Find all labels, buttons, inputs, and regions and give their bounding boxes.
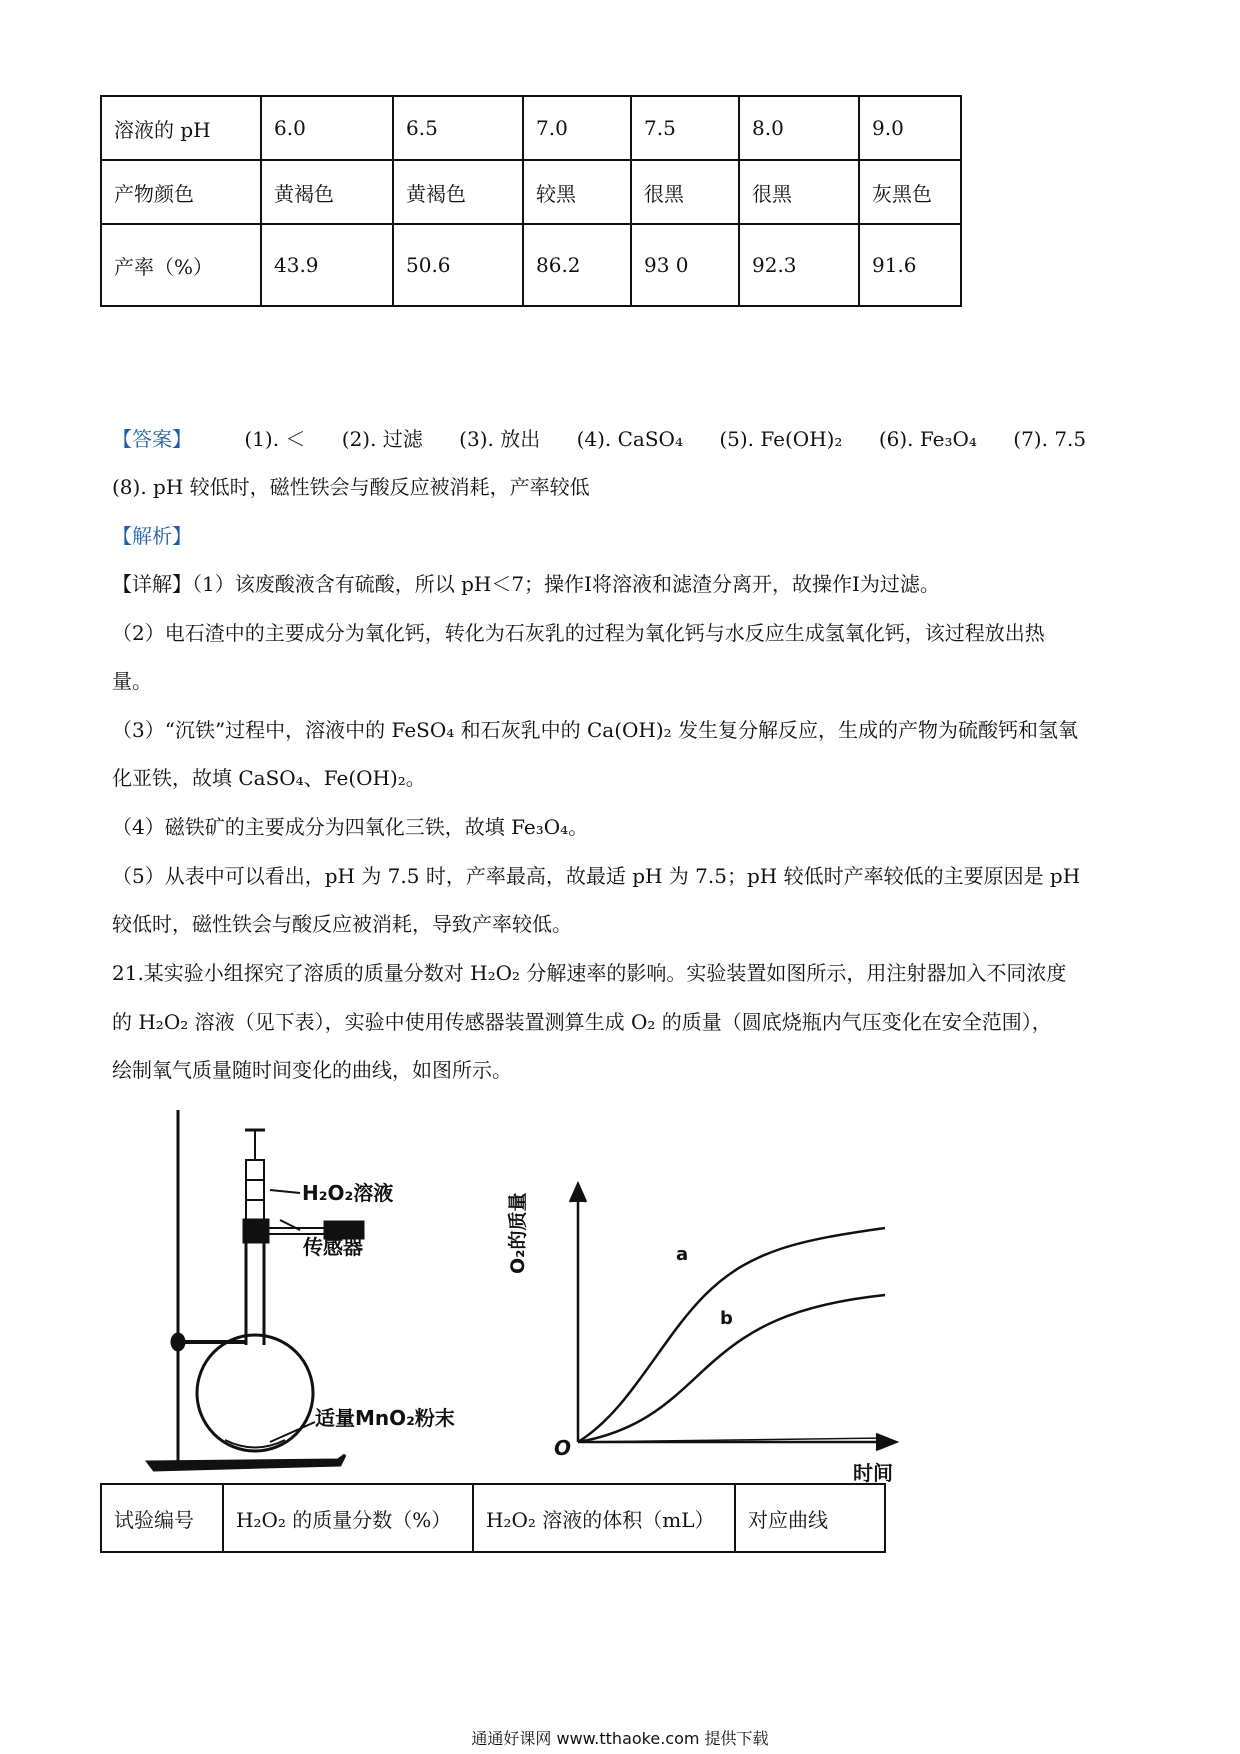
table-cell: 黄褐色: [393, 160, 523, 224]
table-row: [101, 96, 961, 160]
answer-item: (5). Fe(OH)₂: [719, 427, 843, 451]
powder-label: 适量MnO₂粉末: [315, 1406, 455, 1430]
origin-label: O: [554, 1436, 572, 1460]
detail-p2a: （2）电石渣中的主要成分为氧化钙，转化为石灰乳的过程为氧化钙与水反应生成氢氧化钙，该过程放出热: [112, 621, 1045, 645]
solution-label: H₂O₂溶液: [302, 1181, 394, 1205]
table-cell: 91.6: [859, 224, 961, 306]
table-cell: 较黑: [523, 160, 631, 224]
table-header: H₂O₂ 溶液的体积（mL）: [473, 1484, 735, 1552]
table-cell: 6.5: [393, 96, 523, 160]
detail-text: （1）该废酸液含有硫酸，所以 pH＜7；操作I将溶液和滤渣分离开，故操作I为过滤。: [192, 572, 940, 596]
answer-item: (3). 放出: [459, 427, 541, 451]
table-cell: 产率（%）: [101, 224, 261, 306]
detail-p5a: （5）从表中可以看出，pH 为 7.5 时，产率最高，故最适 pH 为 7.5；pH 较低时产率较低的主要原因是 pH: [112, 864, 1081, 888]
answer-item: (2). 过滤: [341, 427, 423, 451]
y-axis-arrow: [570, 1184, 586, 1202]
table-row: [101, 160, 961, 224]
oxygen-mass-graph: [507, 1180, 910, 1485]
answer-line: [112, 423, 1086, 452]
detail-p2b: 量。: [112, 669, 152, 693]
detail-p5b: 较低时，磁性铁会与酸反应被消耗，导致产率较低。: [112, 912, 572, 936]
sensor-label: 传感器: [303, 1235, 363, 1259]
table-header: H₂O₂ 的质量分数（%）: [223, 1484, 473, 1552]
answer-item: (1). ＜: [244, 427, 306, 451]
experiment-table: [100, 1483, 886, 1553]
table-header-row: [101, 1484, 885, 1552]
table-cell: 7.5: [631, 96, 739, 160]
page-footer: 通通好课网 www.tthaoke.com 提供下载: [471, 1729, 769, 1748]
answer-tag: 【答案】: [112, 427, 192, 451]
x-axis-label: 时间: [853, 1461, 893, 1485]
detail-p1: [112, 568, 940, 597]
detail-tag: 【详解】: [112, 572, 192, 596]
answer-item: (4). CaSO₄: [576, 427, 683, 451]
answer-item-8: (8). pH 较低时，磁性铁会与酸反应被消耗，产率较低: [112, 475, 590, 499]
table-cell: 43.9: [261, 224, 393, 306]
y-axis-label: O₂的质量: [507, 1192, 529, 1274]
ph-yield-table: [100, 95, 962, 307]
round-bottom-flask: [197, 1335, 313, 1451]
table-cell: 很黑: [631, 160, 739, 224]
q21-line3: 绘制氧气质量随时间变化的曲线，如图所示。: [112, 1058, 512, 1082]
table-cell: 8.0: [739, 96, 859, 160]
table-cell: 产物颜色: [101, 160, 261, 224]
stopper: [244, 1220, 268, 1242]
x-axis-arrow: [876, 1434, 896, 1450]
curve-b-label: b: [720, 1308, 733, 1329]
table-cell: 9.0: [859, 96, 961, 160]
table-cell: 溶液的 pH: [101, 96, 261, 160]
table-cell: 灰黑色: [859, 160, 961, 224]
syringe-barrel: [246, 1160, 264, 1220]
q21-line2: 的 H₂O₂ 溶液（见下表），实验中使用传感器装置测算生成 O₂ 的质量（圆底烧瓶内气压变化在安全范围），: [112, 1010, 1052, 1034]
answer-item: (6). Fe₃O₄: [878, 427, 977, 451]
detail-p4: （4）磁铁矿的主要成分为四氧化三铁，故填 Fe₃O₄。: [112, 815, 589, 839]
curve-a: [578, 1228, 885, 1442]
table-cell: 86.2: [523, 224, 631, 306]
detail-p3a: （3）“沉铁”过程中，溶液中的 FeSO₄ 和石灰乳中的 Ca(OH)₂ 发生复分解反应，生成的产物为硫酸钙和氢氧: [112, 718, 1079, 742]
table-cell: 7.0: [523, 96, 631, 160]
table-cell: 93 0: [631, 224, 739, 306]
q21-line1: 21.某实验小组探究了溶质的质量分数对 H₂O₂ 分解速率的影响。实验装置如图所示，用注射器加入不同浓度: [112, 961, 1067, 985]
analysis-tag: 【解析】: [112, 524, 192, 548]
table-cell: 很黑: [739, 160, 859, 224]
table-header: 试验编号: [101, 1484, 223, 1552]
table-cell: 50.6: [393, 224, 523, 306]
answer-item: (7). 7.5: [1013, 427, 1087, 451]
apparatus-figure: [140, 1110, 480, 1478]
table-cell: 黄褐色: [261, 160, 393, 224]
detail-p3b: 化亚铁，故填 CaSO₄、Fe(OH)₂。: [112, 766, 426, 790]
curve-a-label: a: [676, 1244, 689, 1265]
table-cell: 92.3: [739, 224, 859, 306]
table-header: 对应曲线: [735, 1484, 885, 1552]
table-cell: 6.0: [261, 96, 393, 160]
table-row: [101, 224, 961, 306]
